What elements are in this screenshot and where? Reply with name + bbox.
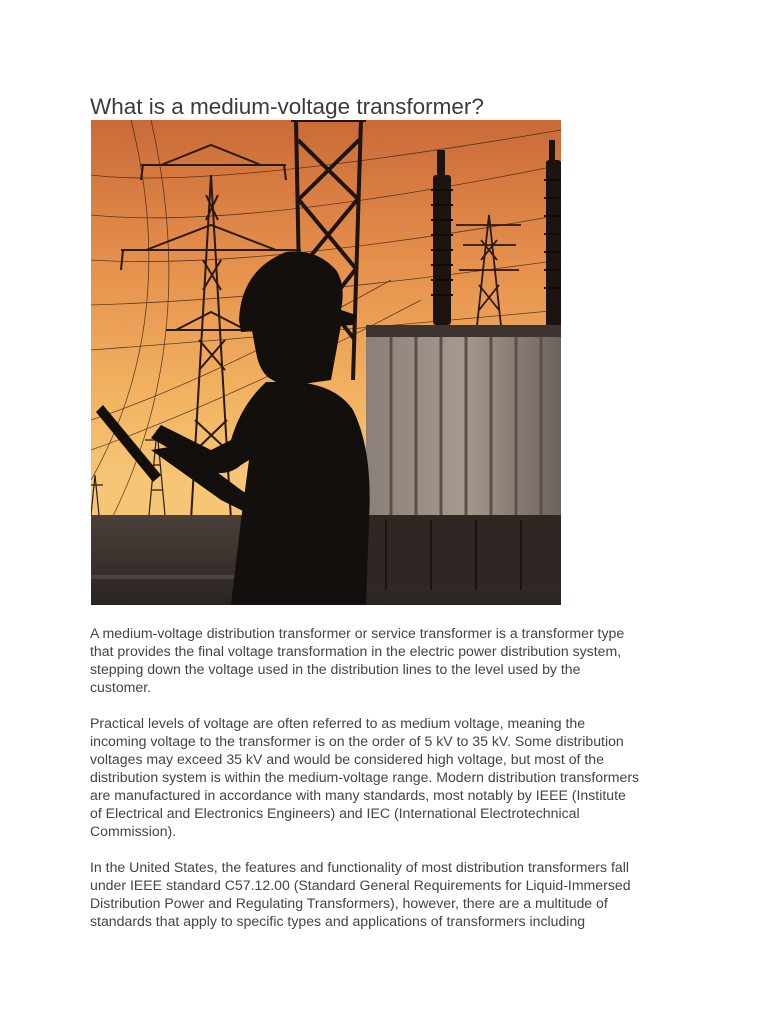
text-line: are manufactured in accordance with many standards, most notably by IEEE (Institute [90, 787, 626, 803]
transformer-tank [366, 330, 561, 520]
article-title: What is a medium-voltage transformer? [90, 94, 484, 119]
text-line: A medium-voltage distribution transformer or service transformer is a transformer type [90, 625, 625, 641]
text-line: Commission). [90, 823, 177, 839]
text-line: stepping down the voltage used in the distribution lines to the level used by the [90, 661, 581, 677]
article-body [90, 624, 690, 948]
text-line: of Electrical and Electronics Engineers) and IEC (International Electrotechnical [90, 805, 580, 821]
transformer-top-rim [366, 325, 561, 337]
text-line: voltages may exceed 35 kV and would be considered high voltage, but most of the [90, 751, 604, 767]
engineer-substation-illustration [91, 120, 561, 605]
paragraph-1 [90, 624, 690, 696]
text-line: that provides the final voltage transformation in the electric power distribution system, [90, 643, 622, 659]
text-line: under IEEE standard C57.12.00 (Standard General Requirements for Liquid-Immersed [90, 877, 631, 893]
text-line: distribution system is within the medium-voltage range. Modern distribution transformers [90, 769, 640, 785]
article-photo [91, 120, 561, 605]
text-line: Distribution Power and Regulating Transformers), however, there are a multitude of [90, 895, 608, 911]
text-line: Practical levels of voltage are often referred to as medium voltage, meaning the [90, 715, 586, 731]
text-line: customer. [90, 679, 152, 695]
paragraph-3 [90, 858, 690, 930]
text-line: incoming voltage to the transformer is on the order of 5 kV to 35 kV. Some distribution [90, 733, 624, 749]
transformer-base [366, 515, 561, 585]
text-line: standards that apply to specific types and applications of transformers including [90, 913, 586, 929]
paragraph-2 [90, 714, 690, 840]
text-line: In the United States, the features and functionality of most distribution transformers fall [90, 859, 629, 875]
